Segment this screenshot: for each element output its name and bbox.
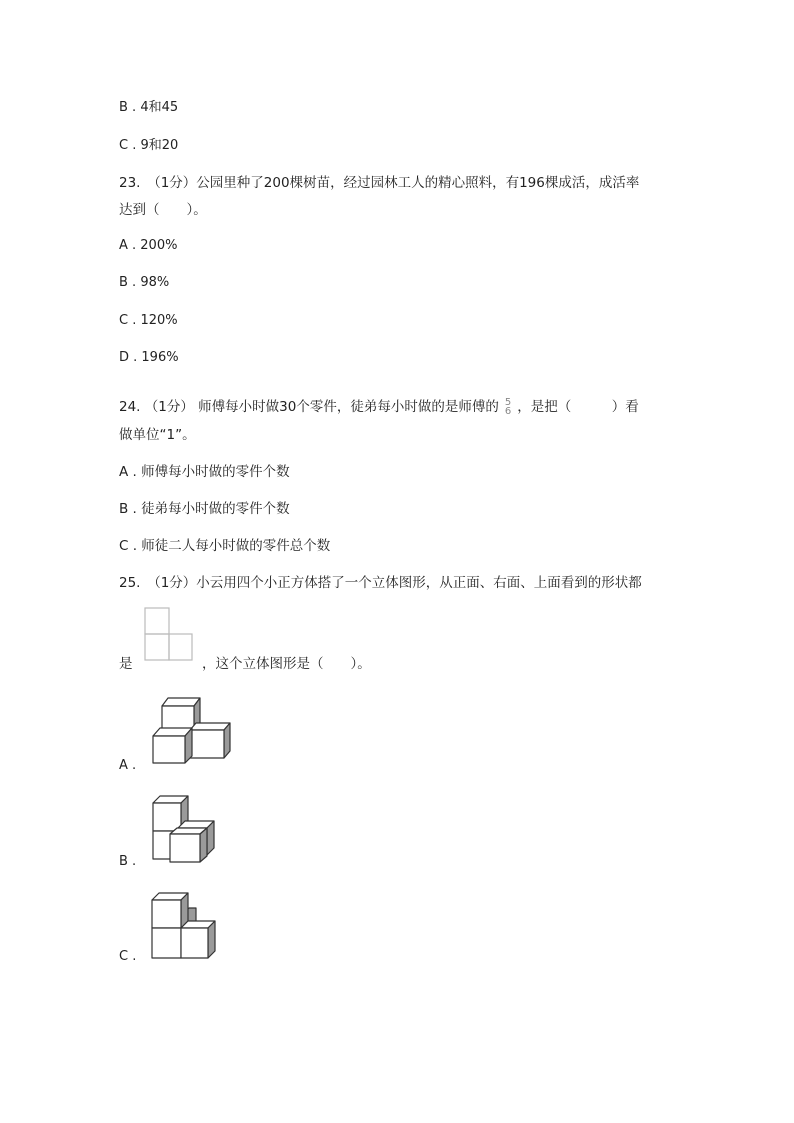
q24-fraction-num: 5 <box>504 397 512 408</box>
view-square-top <box>145 608 169 634</box>
q25-stem-line1: 25. （1分）小云用四个小正方体搭了一个立体图形，从正面、右面、上面看到的形状都 <box>119 575 642 591</box>
q24-stem-line1 <box>119 398 639 416</box>
q22-option-c[interactable]: C . 9和20 <box>119 138 179 153</box>
q25-option-b-label[interactable]: B . <box>119 854 137 869</box>
view-square-bottom-left <box>145 634 169 660</box>
q24-fraction-den: 6 <box>504 406 512 417</box>
q23-option-d[interactable]: D . 196% <box>119 350 179 365</box>
q25-option-c-label[interactable]: C . <box>119 949 137 964</box>
q23-option-a[interactable]: A . 200% <box>119 238 178 253</box>
q22-option-b[interactable]: B . 4和45 <box>119 100 179 115</box>
q23-stem-line2: 达到（ ）。 <box>119 202 207 218</box>
q24-option-a[interactable]: A . 师傅每小时做的零件个数 <box>119 464 290 480</box>
q25-option-c-figure[interactable] <box>150 890 220 962</box>
q25-view-figure <box>143 606 195 663</box>
q23-option-b[interactable]: B . 98% <box>119 275 170 290</box>
q24-option-c[interactable]: C . 师徒二人每小时做的零件总个数 <box>119 538 331 554</box>
q24-stem-line2: 做单位“1”。 <box>119 427 196 443</box>
q24-stem-pre: 24. （1分） 师傅每小时做30个零件，徒弟每小时做的是师傅的 <box>119 399 499 415</box>
q25-option-a-label[interactable]: A . <box>119 758 137 773</box>
q23-option-c[interactable]: C . 120% <box>119 313 178 328</box>
q24-fraction <box>505 398 511 416</box>
q25-stem-line2-pre: 是 <box>119 656 133 672</box>
q25-stem-line2-post: ，这个立体图形是（ ）。 <box>202 656 371 672</box>
view-square-bottom-right <box>169 634 192 660</box>
q23-stem-line1: 23. （1分）公园里种了200棵树苗，经过园林工人的精心照料，有196棵成活，成活率 <box>119 175 640 191</box>
q25-option-a-figure[interactable] <box>150 694 234 764</box>
q25-option-b-figure[interactable] <box>150 794 220 864</box>
q24-option-b[interactable]: B . 徒弟每小时做的零件个数 <box>119 501 290 517</box>
q24-stem-post: ，是把（ ）看 <box>517 399 639 415</box>
